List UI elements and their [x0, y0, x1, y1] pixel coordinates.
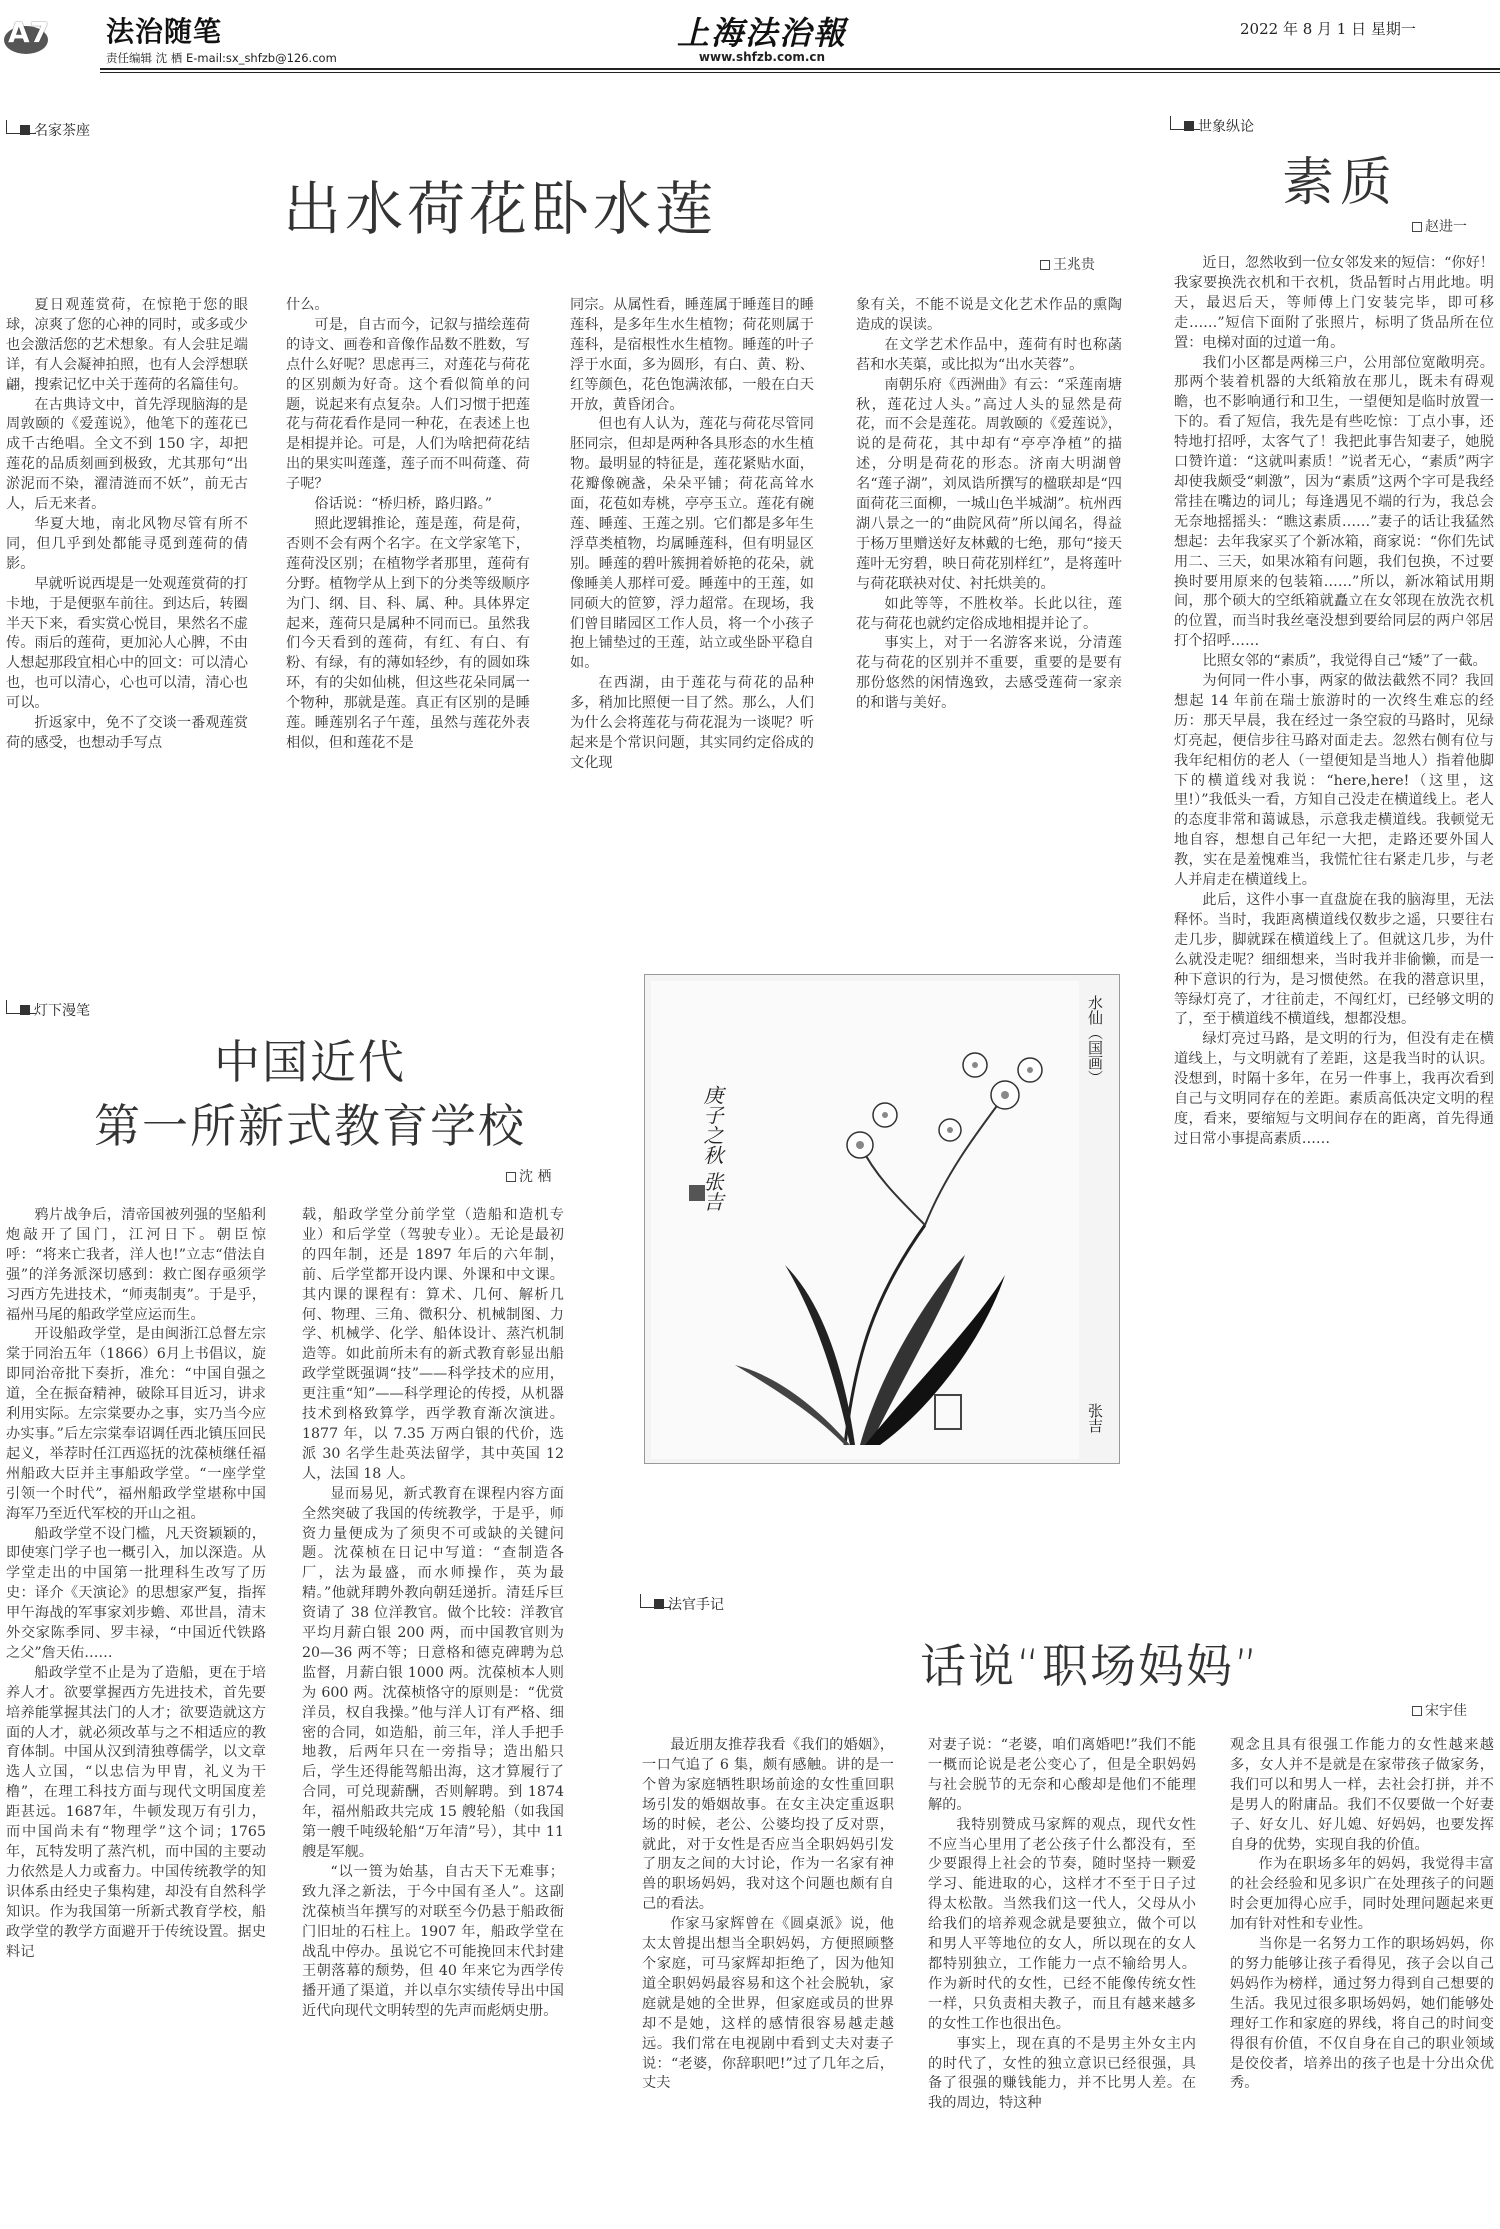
paragraph: 最近朋友推荐我看《我们的婚姻》，一口气追了 6 集，颇有感触。讲的是一个曾为家庭牺牲职场前途的女性重回职场引发的婚姻故事。在女主决定重返职场的时候，老公、公婆均投了反对票，就此，对于女性是否应当全职妈妈引发了朋友之间的大讨论，作为一名家有神兽的职场妈妈，我对这个问题也颇有自己的看法。: [642, 1737, 894, 1913]
paragraph: 比照女邻的“素质”，我觉得自己“矮”了一截。: [1202, 653, 1487, 670]
paragraph: 华夏大地，南北风物尽管有所不同，但几乎到处都能寻觅到莲荷的倩影。: [6, 515, 248, 572]
page-number-badge: [2, 6, 68, 56]
paragraph: 俗话说：“桥归桥，路归路。”: [314, 496, 493, 513]
paragraph: 同宗。从属性看，睡莲属于睡莲目的睡莲科，是多年生水生植物；荷花则属于莲科，是宿根性水生植物。睡莲的叶子浮于水面，多为圆形，有白、黄、粉、红等颜色，花色饱满浓郁，一般在白天开放，黄昏闭合。: [570, 297, 814, 413]
paragraph: 船政学堂不设门槛，凡天资颖颖的，即使寒门学子也一概引入，加以深造。从学堂走出的中国第一批理科生改写了历史：译介《天演论》的思想家严复，指挥甲午海战的军事家刘步蟾、邓世昌，清末外交家陈季同、罗丰禄，“中国近代铁路之父”詹天佑……: [6, 1525, 266, 1661]
painting-artist: 张吉: [1086, 1403, 1104, 1433]
column-tag-label: 世象纵论: [1198, 119, 1254, 135]
column-tag-bracket: [640, 1594, 670, 1608]
article-column-1: [1174, 254, 1494, 1522]
column-tag-mingjiachazuo: [20, 120, 90, 140]
paragraph: 事实上，现在真的不是男主外女主内的时代了，女性的独立意识已经很强，具备了很强的赚钱能力，并不比男人差。在我的周边，特这种: [928, 2035, 1196, 2112]
paragraph: “以一篑为始基，自古天下无难事；致九泽之新法，于今中国有圣人”。这副沈葆桢当年撰写的对联至今仍悬于船政衙门旧址的石柱上。1907 年，船政学堂在战乱中停办。虽说它不可能挽回末代封建王朝落幕的颓势，但 40 年来它为西学传播开通了渠道，并以卓尔实绩传导出中国近代向现代文明转型的先声而彪炳史册。: [302, 1863, 564, 2020]
article-author: [506, 1166, 551, 1186]
painting-title: 水仙（国画）: [1086, 995, 1104, 1085]
paragraph: 什么。: [286, 297, 329, 313]
column-tag-faguanshouji: [654, 1594, 724, 1614]
paragraph: 近日，忽然收到一位女邻发来的短信：“你好！我家要换洗衣机和干衣机，货品暂时占用此地。明天，最迟后天，等师傅上门安装完毕，即可移走……”短信下面附了张照片，标明了货品所在位置：电梯对面的过道一角。: [1174, 255, 1494, 351]
paragraph: 载，船政学堂分前学堂（造船和造机专业）和后学堂（驾驶专业）。无论是最初的四年制，还是 1897 年后的六年制，前、后学堂都开设内课、外课和中文课。其内课的课程有：算术、几何、解析几何、物理、三角、微积分、机械制图、力学、机械学、化学、船体设计、蒸汽机制造等。如此前所未有的新式教育彰显出船政学堂既强调“技”——科学技术的应用，更注重“知”——科学理论的传授，从机器技术到格致算学，西学教育渐次演进。1877 年，以 7.35 万两白银的代价，选派 30 名学生赴英法留学，其中英国 12 人，法国 18 人。: [302, 1207, 564, 1482]
article-column-1: [6, 296, 248, 936]
editor-info: 责任编辑 沈 栖 E-mail:sx_shfzb@126.com: [106, 51, 337, 65]
paragraph: 显而易见，新式教育在课程内容方面全然突破了我国的传统教学，于是乎，师资力量便成为了须臾不可或缺的关键问题。沈葆桢在日记中写道：“查制造各厂，法为最盛，而水师操作，英为最精。”他就拜聘外教向朝廷递折。清廷斥巨资请了 38 位洋教官。做个比较：洋教官平均月薪白银 200 两，而中国教官则为 20—36 两不等；日意格和德克碑聘为总监督，月薪白银 1000 两。沈葆桢本人则为 600 两。沈葆桢恪守的原则是：“优赏洋员，权自我操。”他与洋人订有严格、细密的合同，如造船，前三年，洋人手把手地教，后两年只在一旁指导；造出船只后，学生还得能驾船出海，这才算履行了合同，可兑现薪酬，否则解聘。到 1874 年，福州船政共完成 15 艘轮船（如我国第一艘千吨级轮船“万年清”号），其中 11 艘是军舰。: [302, 1485, 564, 1860]
header-rule-thin: [100, 72, 1500, 73]
article-column-1: [6, 1206, 266, 2224]
paragraph: 早就听说西堤是一处观莲赏荷的打卡地，于是便驱车前往。到达后，转圈半天下来，看实赏心悦目，果然名不虚传。雨后的莲荷，更加沁人心脾，不由人想起那段宜相心中的回文：可以清心也，也可以清心，心也可以清，清心也可以。: [6, 575, 248, 712]
paragraph: 如此等等，不胜枚举。长此以往，莲花与荷花也就约定俗成地相提并论了。: [856, 595, 1122, 632]
column-tag-label: 灯下漫笔: [34, 1003, 90, 1019]
article-column-4: [856, 296, 1122, 936]
article-column-2: [302, 1206, 564, 2224]
author-box-icon: [1412, 1706, 1422, 1716]
author-name: 赵进一: [1425, 219, 1467, 235]
paragraph: 但也有人认为，莲花与荷花尽管同胚同宗，但却是两种各具形态的水生植物。最明显的特征是，莲花紧贴水面，花瓣像碗盏，朵朵平铺；荷花高耸水面，花苞如寿桃，亭亭玉立。莲花有碗莲、睡莲、王莲之别。它们都是多年生浮草类植物，均属睡莲科，但有明显区别。睡莲的碧叶簇拥着娇艳的花朵，就像睡美人那样可爱。睡莲中的王莲，如同硕大的笸箩，浮力超常。在现场，我们曾目睹园区工作人员，将一个小孩子抱上铺垫过的王莲，站立或坐卧平稳自如。: [570, 416, 814, 672]
author-box-icon: [506, 1172, 516, 1182]
masthead-logo: 上海法治報: [676, 14, 847, 52]
site-url: www.shfzb.com.cn: [698, 50, 826, 64]
article-title-line1: 中国近代: [214, 1035, 406, 1089]
paragraph: 为何同一件小事，两家的做法截然不同？我回想起 14 年前在瑞士旅游时的一次终生难忘的经历：那天早晨，我在经过一条空寂的马路时，见绿灯亮起，便信步往马路对面走去。忽然右侧有位与我年纪相仿的老人（一望便知是当地人）指着他脚下的横道线对我说：“here,here!（这里，这里!）”我低头一看，方知自己没走在横道线上。老人的态度非常和蔼诚恳，示意我走横道线。我顿觉无地自容，想想自己年纪一大把，走路还要外国人教，实在是羞愧难当，我慌忙往右紧走几步，与老人并肩走在横道线上。: [1174, 673, 1494, 889]
paragraph: 作家马家辉曾在《圆桌派》说，他太太曾提出想当全职妈妈，方便照顾整个家庭，可马家辉却拒绝了，因为他知道全职妈妈最容易和这个社会脱轨，家庭就是她的全世界，但家庭或员的世界却不是她，这样的感情很容易越走越远。我们常在电视剧中看到丈夫对妻子说：“老婆，你辞职吧!”过了几年之后，丈夫: [642, 1916, 894, 2092]
paragraph: 观念且具有很强工作能力的女性越来越多，女人并不是就是在家带孩子做家务，我们可以和男人一样，去社会打拼，并不是男人的附庸品。我们不仅要做一个好妻子、好女儿、好儿媳、好妈妈，也要发挥自身的优势，实现自我的价值。: [1230, 1737, 1494, 1853]
section-name: 法治随笔: [106, 15, 223, 48]
author-name: 王兆贵: [1053, 257, 1095, 273]
paragraph: 在古典诗文中，首先浮现脑海的是周敦颐的《爱莲说》，他笔下的莲花已成千古绝唱。全文不到 150 字，却把莲花的品质刻画到极致，尤其那句“出淤泥而不染，濯清涟而不妖”，前无古人，后无来者。: [6, 396, 248, 513]
article-title: 话说“职场妈妈”: [920, 1639, 1260, 1693]
article-title: 出水荷花卧水莲: [282, 175, 717, 243]
paragraph: 船政学堂不止是为了造船，更在于培养人才。欲要掌握西方先进技术，首先要培养能掌握其法门的人才；欲要造就这方面的人才，就必须改革与之不相适应的教育体制。中国从汉到清独尊儒学，以文章选人立国，“以忠信为甲胄，礼义为干橹”，在理工科技方面与现代文明国度差距甚远。1687年，牛顿发现万有引力，而中国尚未有“物理学”这个词；1765年，瓦特发明了蒸汽机，而中国的主要动力依然是人力或畜力。中国传统教学的知识体系由经史子集构建，却没有自然科学知识。作为我国第一所新式教育学校，船政学堂的教学方面避开于传统设置。据史料记: [6, 1664, 266, 1960]
article-author: [1412, 1700, 1467, 1720]
paragraph: 象有关，不能不说是文化艺术作品的熏陶造成的误读。: [856, 297, 1122, 333]
paragraph: 在西湖，由于莲花与荷花的品种多，稍加比照便一目了然。那么，人们为什么会将莲花与荷花混为一谈呢？听起来是个常识问题，其实同约定俗成的文化现: [570, 675, 814, 771]
column-tag-shixiangzonglun: [1184, 116, 1254, 136]
article-author: [1412, 216, 1467, 236]
page-header: [0, 0, 1500, 65]
article-title-line2: 第一所新式教育学校: [94, 1099, 526, 1153]
paragraph: 鸦片战争后，清帝国被列强的坚船利炮敲开了国门，江河日下。朝臣惊呼：“将来亡我者，洋人也!”立志“借法自强”的洋务派深切感到：救亡图存亟须学习西方先进技术，“师夷制夷”。于是乎，福州马尾的船政学堂应运而生。: [6, 1207, 266, 1323]
paragraph: 在文学艺术作品中，莲荷有时也称菡萏和水芙蕖，或比拟为“出水芙蓉”。: [856, 336, 1122, 373]
author-box-icon: [1040, 260, 1050, 270]
article-title: 素质: [1281, 153, 1398, 213]
author-name: 宋宇佳: [1425, 1703, 1467, 1719]
article-column-2: [928, 1736, 1196, 2224]
paragraph: 对妻子说：“老婆，咱们离婚吧!”我们不能一概而论说是老公变心了，但是全职妈妈与社会脱节的无奈和心酸却是他们不能理解的。: [928, 1737, 1196, 1813]
article-column-3: [570, 296, 814, 936]
paragraph: 可是，自古而今，记叙与描绘莲荷的诗文、画卷和音像作品数不胜数，写点什么好呢？思虑再三，对莲花与荷花的区别颇为好奇。这个看似简单的问题，说起来有点复杂。人们习惯于把莲花与荷花看作是同一种花，在表述上也是相提并论。可是，人们为啥把荷花结出的果实叫莲蓬，莲子而不叫荷蓬、荷子呢？: [286, 316, 530, 493]
column-tag-bracket: [6, 120, 36, 134]
article-column-3: [1230, 1736, 1494, 2224]
painting-inscription: 庚子之秋 张吉: [700, 1085, 724, 1212]
paragraph: 绿灯亮过马路，是文明的行为，但没有走在横道线上，与文明就有了差距，这是我当时的认识。没想到，时隔十多年，在另一件事上，我再次看到自己与文明同存在的差距。素质高低决定文明的程度，看来，要缩短与文明间存在的距离，首先得通过日常小事提高素质……: [1174, 1031, 1494, 1147]
article-column-2: [286, 296, 530, 936]
paragraph: 我特别赞成马家辉的观点，现代女性不应当心里用了老公孩子什么都没有，至少要跟得上社会的节奏，随时坚持一颗爱学习、能进取的心，这样才不至于日子过得太松散。当然我们这一代人，父母从小给我们的培养观念就是要独立，做个可以和男人平等地位的女人，所以现在的女人都特别独立，工作能力一点不输给男人。作为新时代的女性，已经不能像传统女性一样，只负责相夫教子，而且有越来越多的女性工作也很出色。: [928, 1816, 1196, 2032]
column-tag-bracket: [1170, 116, 1200, 130]
column-tag-label: 法官手记: [668, 1597, 724, 1613]
column-tag-bracket: [6, 1000, 36, 1014]
paragraph: 作为在职场多年的妈妈，我觉得丰富的社会经验和见多识广在处理孩子的问题时会更加得心应手，同时处理问题起来更加有针对性和专业性。: [1230, 1856, 1494, 1933]
paragraph: 照此逻辑推论，莲是莲，荷是荷，否则不会有两个名字。在文学家笔下，莲荷没区别；在植物学者那里，莲荷有分野。植物学从上到下的分类等级顺序为门、纲、目、科、属、种。具体界定起来，莲荷只是属种不同而已。虽然我们今天看到的莲荷，有红、有白、有粉、有绿，有的薄如轻纱，有的圆如珠环，有的尖如仙桃，但这些花朵同属一个物种，那就是莲。真正有区别的是睡莲。睡莲别名子午莲，虽然与莲花外表相似，但和莲花不是: [286, 515, 530, 751]
paragraph: 此后，这件小事一直盘旋在我的脑海里，无法释怀。当时，我距离横道线仅数步之遥，只要往右走几步，脚就踩在横道线上了。但就这几步，为什么就没走呢？细细想来，当时我并非偷懒，而是一种下意识的行为，是习惯使然。在我的潜意识里，等绿灯亮了，才往前走，不闯红灯，已经够文明的了，至于横道线不横道线，想都没想。: [1174, 892, 1494, 1028]
column-tag-dengxiamanbi: [20, 1000, 90, 1020]
painting-figure: [644, 974, 1120, 1464]
article-author: [1040, 254, 1095, 274]
paragraph: 南朝乐府《西洲曲》有云：“采莲南塘秋，莲花过人头。”高过人头的显然是荷花，而不会是莲花。周敦颐的《爱莲说》，说的是荷花，其中却有“亭亭净植”的描述，分明是荷花的形态。济南大明湖曾名“莲子湖”，刘凤诰所撰写的楹联却是“四面荷花三面柳，一城山色半城湖”。杭州西湖八景之一的“曲院风荷”所以闻名，得益于杨万里赠送好友林戴的七绝，那句“接天莲叶无穷碧，映日荷花别样红”，是将莲叶与荷花联袂对仗、衬托烘美的。: [856, 376, 1122, 592]
header-rule: [100, 68, 1500, 70]
article-column-1: [642, 1736, 894, 2224]
paragraph: 折返家中，免不了交谈一番观莲赏荷的感受，也想动手写点: [6, 715, 248, 751]
paragraph: 开设船政学堂，是由闽浙江总督左宗棠于同治五年（1866）6月上书倡议，旋即同治帝批下奏折，准允：“中国自强之道，全在振奋精神，破除耳目近习，讲求利用实际。左宗棠要办之事，实乃当今应办实事。”后左宗棠奉诏调任西北镇压回民起义，举荐时任江西巡抚的沈葆桢继任福州船政大臣并主事船政学堂。“一座学堂引领一个时代”，福州船政学堂堪称中国海军乃至近代军校的开山之祖。: [6, 1326, 266, 1522]
author-box-icon: [1412, 222, 1422, 232]
column-tag-label: 名家茶座: [34, 123, 90, 139]
paragraph: 事实上，对于一名游客来说，分清莲花与荷花的区别并不重要，重要的是要有那份悠然的闲情逸致，去感受莲荷一家亲的和谐与美好。: [856, 635, 1122, 712]
paragraph: 当你是一名努力工作的职场妈妈，你的努力能够让孩子看得见，孩子会以自己妈妈作为榜样，通过努力得到自己想要的生活。我见过很多职场妈妈，她们能够处理好工作和家庭的界线，将自己的时间变得很有价值，不仅自身在自己的职业领域是佼佼者，培养出的孩子也是十分出众优秀。: [1230, 1936, 1494, 2092]
paragraph: 夏日观莲赏荷，在惊艳于您的眼球，凉爽了您的心神的同时，或多或少也会激活您的艺术想象。有人会驻足端详，有人会凝神拍照，也有人会浮想联翩，搜索记忆中关于莲荷的名篇佳句。: [6, 297, 248, 393]
paragraph: 我们小区都是两梯三户，公用部位宽敞明亮。那两个装着机器的大纸箱放在那儿，既未有碍观瞻，也不影响通行和卫生，一望便知是临时放置一下的。看了短信，我先是有些吃惊：丁点小事，还特地打招呼，太客气了！我把此事告知妻子，她脱口赞许道：“这就叫素质！”说者无心，“素质”两字却使我颇受“刺激”，因为“素质”这两个字可是我经常挂在嘴边的词儿；每逢遇见不端的行为，我总会无奈地摇摇头：“瞧这素质……”妻子的话让我猛然想起：去年我家买了个新冰箱，商家说：“你们先试用二、三天，如果冰箱有问题，我们包换，不过要换时要用原来的包装箱……”所以，新冰箱试用期间，那个硕大的空纸箱就矗立在女邻现在放洗衣机的位置，而当时我丝毫没想到要给同层的两户邻居打个招呼……: [1174, 354, 1494, 650]
page-number: A7: [8, 16, 50, 49]
issue-date: 2022 年 8 月 1 日 星期一: [1240, 20, 1416, 38]
author-name: 沈 栖: [519, 1169, 552, 1185]
